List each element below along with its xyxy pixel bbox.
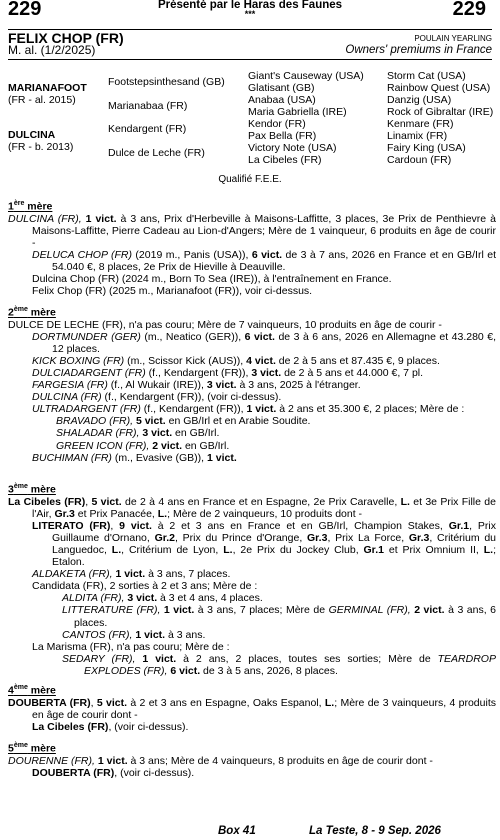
section-heading: 2ème mère	[8, 306, 56, 319]
gen4-ancestor: Storm Cat (USA)	[387, 70, 466, 82]
fifth-dam-section	[8, 740, 496, 779]
produce-record: KICK BOXING (FR) (m., Scissor Kick (AUS)), 4 vict. de 2 à 5 ans et 87.435 €, 9 places.	[32, 354, 440, 367]
first-dam-section	[8, 198, 496, 297]
grand-produce-record: ALDITA (FR), 3 vict. à 3 et 4 ans, 4 places.	[62, 592, 263, 605]
dam-record: DULCE DE LECHE (FR), n'a pas couru; Mère de 7 vainqueurs, 10 produits en âge de courir -	[8, 318, 442, 331]
gen3-ancestor: La Cibeles (FR)	[248, 154, 322, 166]
gen3-ancestor: Giant's Causeway (USA)	[248, 70, 364, 82]
third-dam-section	[8, 481, 496, 677]
gen3-ancestor: Pax Bella (FR)	[248, 130, 317, 142]
dam-record: DOURENNE (FR), 1 vict. à 3 ans; Mère de 4 vainqueurs, 8 produits en âge de courir dont -	[8, 754, 433, 767]
produce-record: Felix Chop (FR) (2025 m., Marianafoot (FR)), voir ci-dessus.	[32, 285, 313, 298]
section-heading: 1ère mère	[8, 200, 53, 213]
gen4-ancestor: Cardoun (FR)	[387, 154, 452, 166]
dam-dam: Dulce de Leche (FR)	[108, 147, 205, 159]
qualification: Qualifié F.E.E.	[218, 174, 282, 185]
owners-premiums: Owners' premiums in France	[345, 44, 492, 56]
sire-info: (FR - al. 2015)	[8, 94, 76, 106]
horse-type: POULAIN YEARLING	[414, 34, 492, 43]
gen3-ancestor: Maria Gabriella (IRE)	[248, 106, 347, 118]
section-heading: 4ème mère	[8, 684, 56, 697]
produce-record: FARGESIA (FR) (f., Al Wukair (IRE)), 3 vict. à 3 ans, 2025 à l'étranger.	[32, 379, 361, 392]
produce-record: ULTRADARGENT (FR) (f., Kendargent (FR)), 1 vict. à 2 ans et 35.300 €, 2 places; Mère de :	[32, 403, 465, 416]
gen3-ancestor: Victory Note (USA)	[248, 142, 337, 154]
lot-number-right: 229	[452, 0, 486, 20]
sire-name: MARIANAFOOT	[8, 82, 87, 94]
gen4-ancestor: Kenmare (FR)	[387, 118, 454, 130]
produce-record: La Cibeles (FR), (voir ci-dessus).	[32, 720, 189, 733]
sex-age: M. al. (1/2/2025)	[8, 43, 96, 57]
produce-record: DULCINA (FR) (f., Kendargent (FR)), (voir ci-dessus).	[32, 391, 282, 404]
gen4-ancestor: Rainbow Quest (USA)	[387, 82, 491, 94]
gen3-ancestor: Glatisant (GB)	[248, 82, 315, 94]
stars: ***	[244, 9, 256, 19]
produce-record: ALDAKETA (FR), 1 vict. à 3 ans, 7 places.	[32, 568, 231, 581]
dam-record: DULCINA (FR), 1 vict. à 3 ans, Prix d'Herbeville à Maisons-Laffitte, 3 places, 3e Prix de Penthievre à Maisons-Laffitte, Pierre Cadeau au Lion-d'Angers; Mère de 1 vainqueur, 6 produits en âge de courir -	[8, 212, 496, 249]
produce-record: DULCIADARGENT (FR) (f., Kendargent (FR)), 3 vict. de 2 à 5 ans et 44.000 €, 7 pl.	[32, 366, 424, 379]
dam-record: La Cibeles (FR), 5 vict. de 2 à 4 ans en France et en Espagne, 2e Prix Caravelle, L. et 3e Prix Fille de l'Air, Gr.3 et Prix Panacée, L.; Mère de 2 vainqueurs, 10 produits dont -	[8, 495, 496, 520]
gen4-ancestor: Danzig (USA)	[387, 94, 452, 106]
produce-record: DOUBERTA (FR), (voir ci-dessus).	[32, 766, 195, 779]
dam-info: (FR - b. 2013)	[8, 141, 74, 153]
produce-record: La Marisma (FR), n'a pas couru; Mère de :	[32, 640, 230, 653]
section-heading: 3ème mère	[8, 483, 56, 496]
produce-record: LITERATO (FR), 9 vict. à 2 et 3 ans en France et en GB/Irl, Champion Stakes, Gr.1, Prix Guillaume d'Ornano, Gr.2, Prix du Prince d'Orange, Gr.3, Prix La Force, Gr.3, Critérium du Languedoc, L., Critérium de Lyon, L., 2e Prix du Jockey Club, Gr.1 et Prix Omnium II, L.; Etalon.	[32, 519, 497, 569]
gen4-ancestor: Linamix (FR)	[387, 130, 448, 142]
produce-record: Candidata (FR), 2 sorties à 2 et 3 ans; Mère de :	[32, 580, 258, 593]
second-dam-section	[8, 304, 496, 464]
dam-sire: Kendargent (FR)	[108, 123, 187, 135]
produce-record: BUCHIMAN (FR) (m., Evasive (GB)), 1 vict.	[32, 451, 237, 464]
produce-record: Dulcina Chop (FR) (2024 m., Born To Sea (IRE)), à l'entraînement en France.	[32, 273, 392, 286]
box-number: Box 41	[218, 825, 256, 837]
grand-produce-record: CANTOS (FR), 1 vict. à 3 ans.	[62, 628, 206, 641]
fourth-dam-section	[8, 682, 496, 733]
grand-produce-record: GREEN ICON (FR), 2 vict. en GB/Irl.	[56, 439, 230, 452]
grand-produce-record: LITTERATURE (FR), 1 vict. à 3 ans, 7 places; Mère de GERMINAL (FR), 2 vict. à 3 ans, 6 places.	[62, 604, 496, 629]
sire-dam: Marianabaa (FR)	[108, 100, 188, 112]
grand-produce-record: SHALADAR (FR), 3 vict. en GB/Irl.	[56, 427, 220, 440]
gen3-ancestor: Kendor (FR)	[248, 118, 306, 130]
consignor-line: Présenté par le Haras des Faunes	[157, 0, 343, 11]
lot-number-left: 229	[8, 0, 42, 20]
sire-sire: Footstepsinthesand (GB)	[108, 76, 225, 88]
grand-produce-record: BRAVADO (FR), 5 vict. en GB/Irl et en Arabie Soudite.	[56, 415, 311, 428]
grand-produce-record: SEDARY (FR), 1 vict. à 2 ans, 2 places, toutes ses sorties; Mère de TEARDROP EXPLODES (FR), 6 vict. de 3 à 5 ans, 2026, 8 places.	[62, 652, 496, 677]
section-heading: 5ème mère	[8, 742, 56, 755]
gen4-ancestor: Rock of Gibraltar (IRE)	[387, 106, 494, 118]
horse-name: FELIX CHOP (FR)	[8, 30, 124, 46]
pedigree-rule	[8, 59, 492, 60]
dam-name: DULCINA	[8, 129, 56, 141]
produce-record: DORTMUNDER (GER) (m., Neatico (GER)), 6 vict. de 3 à 6 ans, 2026 en Allemagne et 43.280 €, 12 places.	[32, 330, 496, 355]
produce-record: DELUCA CHOP (FR) (2019 m., Panis (USA)), 6 vict. de 3 à 7 ans, 2026 en France et en GB/Irl et 54.040 €, 8 places, 2e Prix de Hieville à Deauville.	[32, 248, 496, 273]
sale-venue-dates: La Teste, 8 - 9 Sep. 2026	[309, 825, 441, 837]
dam-record: DOUBERTA (FR), 5 vict. à 2 et 3 ans en Espagne, Oaks Espanol, L.; Mère de 3 vainqueurs, 4 produits en âge de courir dont -	[8, 696, 496, 721]
gen3-ancestor: Anabaa (USA)	[248, 94, 316, 106]
gen4-ancestor: Fairy King (USA)	[387, 142, 466, 154]
